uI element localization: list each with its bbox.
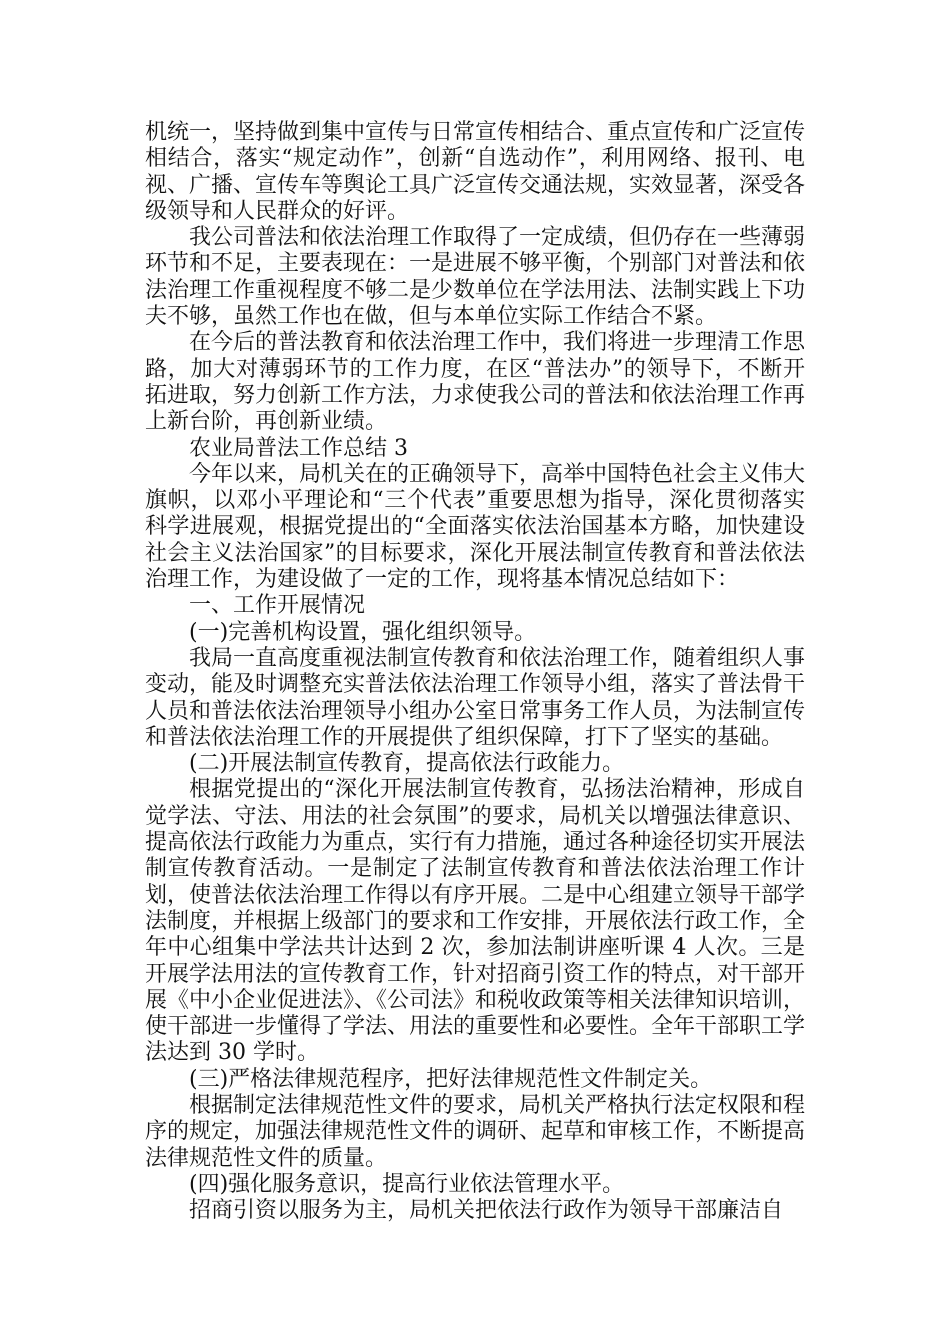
document-body bbox=[145, 120, 805, 1224]
paragraph-2: 我公司普法和依法治理工作取得了一定成绩，但仍存在一些薄弱环节和不足，主要表现在：一是进展不够平衡，个别部门对普法和依法治理工作重视程度不够二是少数单位在学法用法、法制实践上下功夫不够，虽然工作也在做，但与本单位实际工作结合不紧。 bbox=[145, 225, 806, 330]
paragraph-sub-2: 根据党提出的“深化开展法制宣传教育，弘扬法治精神，形成自觉学法、守法、用法的社会氛围”的要求，局机关以增强法律意识、提高依法行政能力为重点，实行有力措施，通过各种途径切实开展法制宣传教育活动。一是制定了法制宣传教育和普法依法治理工作计划，使普法依法治理工作得以有序开展。二是中心组建立领导干部学法制度，并根据上级部门的要求和工作安排，开展依法行政工作，全年中心组集中学法共计达到 2 次，参加法制讲座听课 4 人次。三是开展学法用法的宣传教育工作，针对招商引资工作的特点，对干部开展《中小企业促进法》、《公司法》和税收政策等相关法律知识培训，使干部进一步懂得了学法、用法的重要性和必要性。全年干部职工学法达到 30 学时。 bbox=[145, 777, 806, 1066]
heading-1: 一、工作开展情况 bbox=[189, 593, 366, 619]
paragraph-sub-4: 招商引资以服务为主，局机关把依法行政作为领导干部廉洁自 bbox=[189, 1198, 784, 1224]
paragraph-sub-3: 根据制定法律规范性文件的要求，局机关严格执行法定权限和程序的规定，加强法律规范性文件的调研、起草和审核工作，不断提高法律规范性文件的质量。 bbox=[145, 1092, 806, 1171]
subheading-1: (一)完善机构设置，强化组织领导。 bbox=[189, 619, 537, 645]
subheading-3: (三)严格法律规范程序，把好法律规范性文件制定关。 bbox=[189, 1066, 713, 1092]
subheading-4: (四)强化服务意识，提高行业依法管理水平。 bbox=[189, 1171, 625, 1197]
subheading-2: (二)开展法制宣传教育，提高依法行政能力。 bbox=[189, 751, 625, 777]
paragraph-1: 机统一，坚持做到集中宣传与日常宣传相结合、重点宣传和广泛宣传相结合，落实“规定动作”，创新“自选动作”，利用网络、报刊、电视、广播、宣传车等舆论工具广泛宣传交通法规，实效显著，深受各级领导和人民群众的好评。 bbox=[145, 120, 806, 224]
paragraph-sub-1: 我局一直高度重视法制宣传教育和依法治理工作，随着组织人事变动，能及时调整充实普法依法治理工作领导小组，落实了普法骨干人员和普法依法治理领导小组办公室日常事务工作人员，为法制宣传和普法依法治理工作的开展提供了组织保障，打下了坚实的基础。 bbox=[145, 645, 806, 750]
paragraph-3: 在今后的普法教育和依法治理工作中，我们将进一步理清工作思路，加大对薄弱环节的工作力度，在区“普法办”的领导下，不断开拓进取，努力创新工作方法，力求使我公司的普法和依法治理工作再上新台阶，再创新业绩。 bbox=[145, 330, 806, 435]
paragraph-intro: 今年以来，局机关在的正确领导下，高举中国特色社会主义伟大旗帜，以邓小平理论和“三个代表”重要思想为指导，深化贯彻落实科学进展观，根据党提出的“全面落实依法治国基本方略，加快建设社会主义法治国家”的目标要求，深化开展法制宣传教育和普法依法治理工作，为建设做了一定的工作，现将基本情况总结如下： bbox=[145, 461, 806, 593]
section-title: 农业局普法工作总结 3 bbox=[189, 435, 408, 461]
